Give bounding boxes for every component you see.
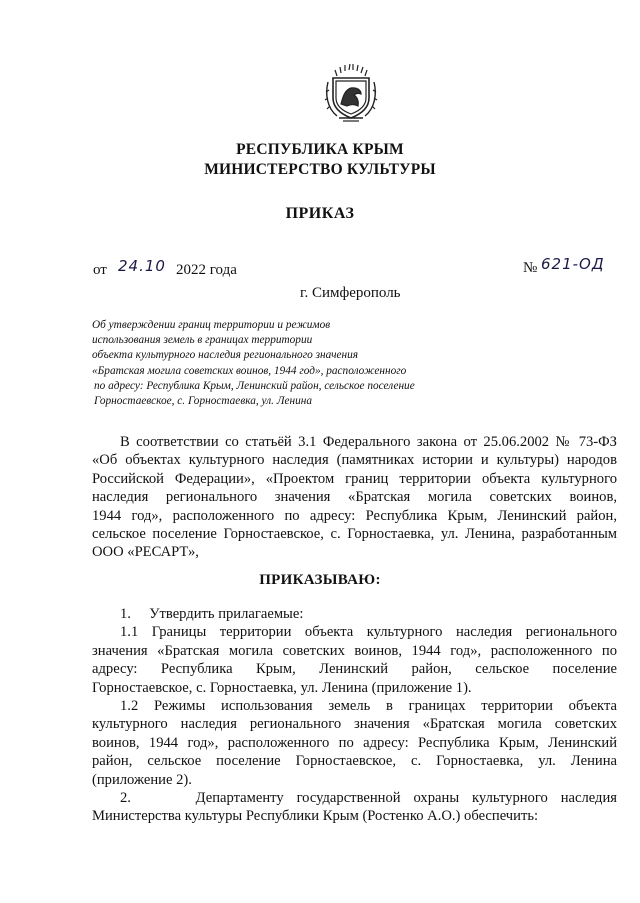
city-name: г. Симферополь (300, 285, 401, 301)
preamble-line: сельское поселение Горностаевское, с. Горностаевка, ул. Ленина, разработанным (92, 526, 617, 543)
item-2-line: 2. Департаменту государственной охраны культурного наследия (120, 790, 617, 807)
coat-of-arms-emblem (323, 60, 379, 124)
date-handwritten: 24.10 (118, 257, 166, 275)
subject-line: объекта культурного наследия регионального значения (92, 349, 359, 362)
order-items (92, 605, 617, 826)
preamble-paragraph (92, 433, 617, 562)
document-title: ПРИКАЗ (285, 205, 355, 222)
subject-line: использования земель в границах территории (92, 334, 313, 347)
subject-line: Об утверждении границ территории и режимов (92, 319, 331, 331)
order-subject (92, 318, 492, 409)
number-handwritten: 621-ОД (541, 255, 605, 273)
item-2-line: Министерства культуры Республики Крым (Ростенко А.О.) обеспечить: (92, 808, 539, 825)
preamble-line: ООО «РЕСАРТ», (92, 544, 199, 561)
date-year: 2022 года (176, 262, 237, 278)
number-prefix: № (523, 260, 538, 276)
preamble-line: 1944 год», расположенного по адресу: Республика Крым, Ленинский район, (92, 507, 617, 524)
preamble-line: В соответствии со статьёй 3.1 Федерального закона от 25.06.2002 № 73-ФЗ (120, 434, 617, 450)
preamble-line: наследия регионального значения «Братская могила советских воинов, (92, 489, 617, 506)
item-1-2-line: 1.2 Режимы использования земель в границах территории объекта (120, 698, 617, 715)
header-ministry: МИНИСТЕРСТВО КУЛЬТУРЫ (204, 161, 436, 178)
item-1-2-line: культурного наследия регионального значения «Братская могила советских (92, 716, 617, 733)
item-1-1-line: значения «Братская могила советских воинов, 1944 год», расположенного по (92, 642, 617, 659)
item-1: 1. Утвердить прилагаемые: (120, 606, 304, 622)
subject-line: по адресу: Республика Крым, Ленинский район, сельское поселение (94, 379, 415, 392)
order-word: ПРИКАЗЫВАЮ: (259, 572, 381, 588)
item-1-1-line: адресу: Республика Крым, Ленинский район, сельское поселение (92, 661, 617, 678)
item-1-1-line: Горностаевское, с. Горностаевка, ул. Ленина (приложение 1). (92, 679, 472, 696)
item-1-2-line: (приложение 2). (92, 771, 192, 788)
item-1-1-line: 1.1 Границы территории объекта культурного наследия регионального (120, 624, 617, 641)
date-prefix: от (93, 262, 107, 278)
subject-line: «Братская могила советских воинов, 1944 год», расположенного (92, 364, 407, 377)
subject-line: Горностаевское, с. Горностаевка, ул. Ленина (94, 395, 312, 408)
item-1-2-line: район, сельское поселение Горностаевское, с. Горностаевка, ул. Ленина (92, 753, 617, 770)
preamble-line: Российской Федерации», «Проектом границ территории объекта культурного (92, 470, 617, 487)
item-1-2-line: воинов, 1944 год», расположенного по адресу: Республика Крым, Ленинский (92, 734, 617, 751)
preamble-line: «Об объектах культурного наследия (памятниках истории и культуры) народов (92, 452, 617, 469)
header-republic: РЕСПУБЛИКА КРЫМ (236, 141, 404, 158)
